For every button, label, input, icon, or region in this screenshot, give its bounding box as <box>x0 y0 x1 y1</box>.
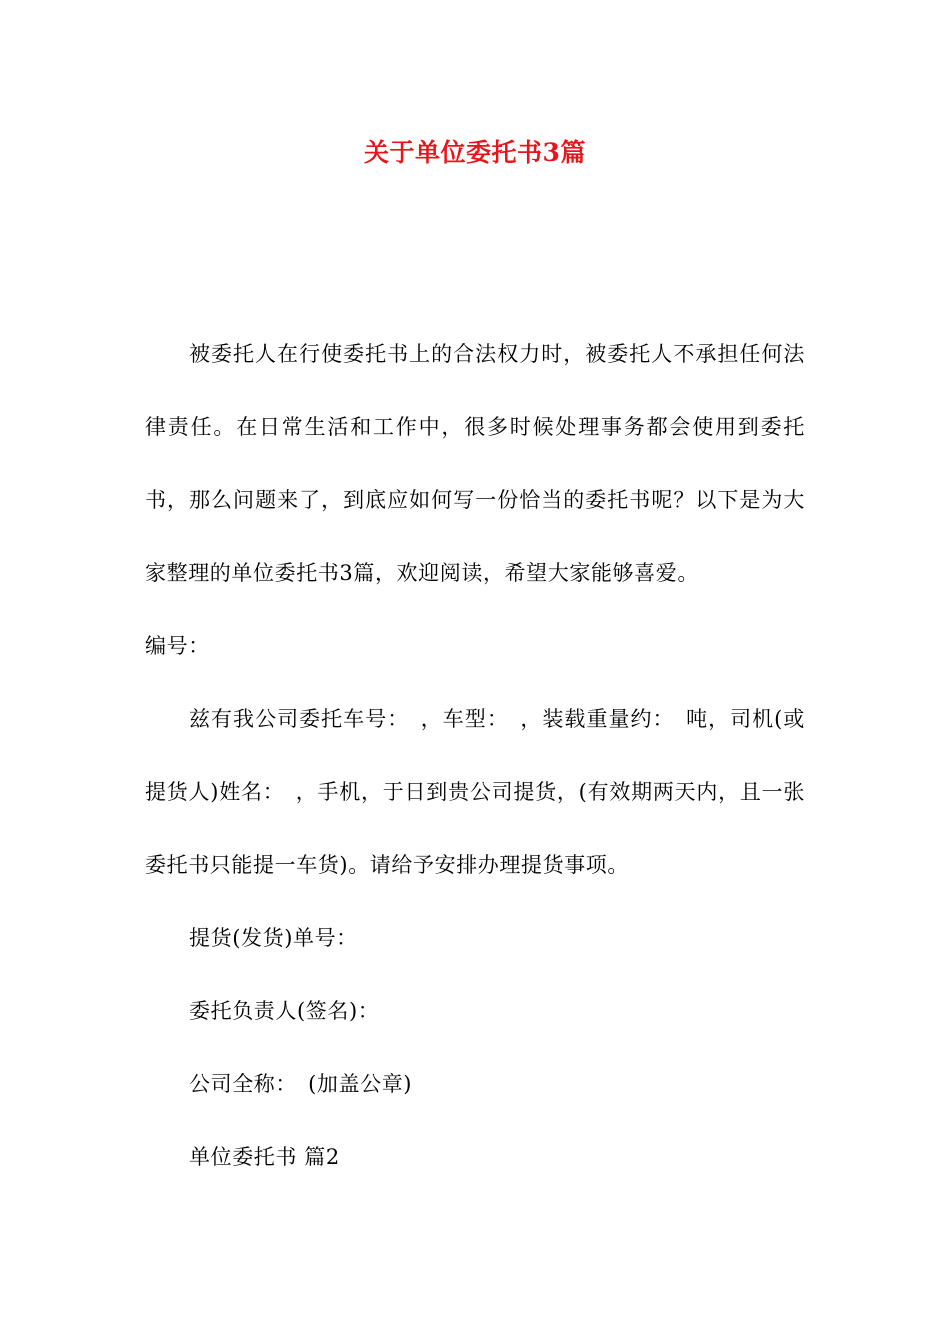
serial-number-line: 编号： <box>145 634 210 658</box>
document-body <box>145 318 805 1194</box>
document-title: 关于单位委托书3篇 <box>364 138 586 167</box>
responsible-person-line: 委托负责人(签名)： <box>189 999 380 1023</box>
intro-paragraph: 被委托人在行使委托书上的合法权力时，被委托人不承担任何法律责任。在日常生活和工作中，很多时候处理事务都会使用到委托书，那么问题来了，到底应如何写一份恰当的委托书呢？以下是为大家整理的单位委托书3篇，欢迎阅读，希望大家能够喜爱。 <box>145 342 805 585</box>
delivery-number-line: 提货(发货)单号： <box>189 926 358 950</box>
section-heading-2: 单位委托书 篇2 <box>189 1145 340 1169</box>
company-name-line: 公司全称： (加盖公章) <box>189 1072 413 1096</box>
delegation-paragraph: 兹有我公司委托车号： ，车型： ，装载重量约： 吨，司机(或提货人)姓名： ，手机，于日到贵公司提货，(有效期两天内，且一张委托书只能提一车货)。请给予安排办理提货事项。 <box>145 707 805 877</box>
